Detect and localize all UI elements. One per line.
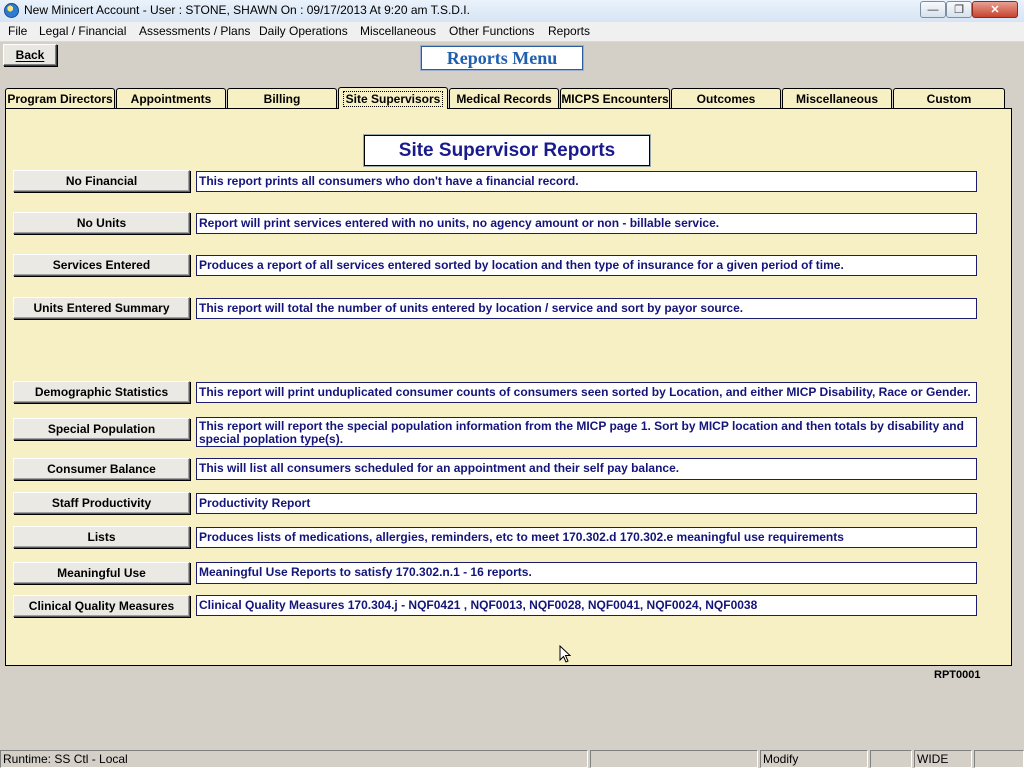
status-bar xyxy=(0,750,1024,768)
status-runtime: Runtime: SS Ctl - Local xyxy=(0,750,588,768)
close-button[interactable]: ✕ xyxy=(972,1,1018,18)
tab-custom[interactable] xyxy=(893,88,1005,109)
tab-label: Custom xyxy=(926,92,972,106)
report-description-no-units: Report will print services entered with no units, no agency amount or non - billable service. xyxy=(196,213,977,234)
tab-micps-encounters[interactable] xyxy=(560,88,670,109)
report-description-consumer-balance: This will list all consumers scheduled for an appointment and their self pay balance. xyxy=(196,458,977,480)
report-description-units-entered-summary: This report will total the number of units entered by location / service and sort by payor source. xyxy=(196,298,977,319)
tab-label: Program Directors xyxy=(7,92,113,106)
report-button-consumer-balance[interactable]: Consumer Balance xyxy=(13,458,190,480)
section-title: Site Supervisor Reports xyxy=(364,135,650,166)
title-bar xyxy=(0,0,1024,23)
report-description-clinical-quality-measures: Clinical Quality Measures 170.304.j - NQF0421 , NQF0013, NQF0028, NQF0041, NQF0024, NQF0038 xyxy=(196,595,977,616)
tab-appointments[interactable] xyxy=(116,88,226,109)
menu-bar xyxy=(0,22,1024,42)
report-button-meaningful-use[interactable]: Meaningful Use xyxy=(13,562,190,584)
report-description-no-financial: This report prints all consumers who don't have a financial record. xyxy=(196,171,977,192)
tab-program-directors[interactable] xyxy=(5,88,115,109)
tab-label: Outcomes xyxy=(696,92,756,106)
report-button-clinical-quality-measures[interactable]: Clinical Quality Measures xyxy=(13,595,190,617)
report-description-demographic-statistics: This report will print unduplicated consumer counts of consumers seen sorted by Location, and either MICP Disability, Race or Gender. xyxy=(196,382,977,403)
status-empty-1 xyxy=(590,750,758,768)
status-empty-2 xyxy=(870,750,912,768)
tab-site-supervisors[interactable] xyxy=(338,87,448,109)
report-button-no-units[interactable]: No Units xyxy=(13,212,190,234)
tab-label: Billing xyxy=(263,92,301,106)
report-description-lists: Produces lists of medications, allergies, reminders, etc to meet 170.302.d 170.302.e meaningful use requirements xyxy=(196,527,977,548)
menu-assessments-plans[interactable]: Assessments / Plans xyxy=(139,24,251,38)
report-description-meaningful-use: Meaningful Use Reports to satisfy 170.302.n.1 - 16 reports. xyxy=(196,562,977,584)
menu-file[interactable]: File xyxy=(8,24,28,38)
menu-legal-financial[interactable]: Legal / Financial xyxy=(39,24,127,38)
report-description-services-entered: Produces a report of all services entered sorted by location and then type of insurance for a given period of time. xyxy=(196,255,977,276)
report-description-special-population: This report will report the special population information from the MICP page 1. Sort by MICP location and then totals by disability and special poplation type(s). xyxy=(196,417,977,447)
mouse-cursor-icon xyxy=(559,645,571,663)
menu-other-functions[interactable]: Other Functions xyxy=(449,24,535,38)
back-button[interactable] xyxy=(3,44,57,66)
app-globe-icon xyxy=(4,3,19,18)
report-button-special-population[interactable]: Special Population xyxy=(13,418,190,440)
report-button-services-entered[interactable]: Services Entered xyxy=(13,254,190,276)
tab-miscellaneous[interactable] xyxy=(782,88,892,109)
report-button-units-entered-summary[interactable]: Units Entered Summary xyxy=(13,297,190,319)
tab-label: Miscellaneous xyxy=(795,92,879,106)
tab-label: MICPS Encounters xyxy=(561,92,669,106)
tab-label: Site Supervisors xyxy=(343,91,444,107)
report-button-lists[interactable]: Lists xyxy=(13,526,190,548)
report-description-staff-productivity: Productivity Report xyxy=(196,493,977,514)
tab-label: Medical Records xyxy=(456,92,552,106)
tab-medical-records[interactable] xyxy=(449,88,559,109)
status-mode: Modify xyxy=(760,750,868,768)
report-button-no-financial[interactable]: No Financial xyxy=(13,170,190,192)
menu-miscellaneous[interactable]: Miscellaneous xyxy=(360,24,437,38)
window-title: New Minicert Account - User : STONE, SHAWN On : 09/17/2013 At 9:20 am T.S.D.I. xyxy=(24,3,470,17)
report-button-staff-productivity[interactable]: Staff Productivity xyxy=(13,492,190,514)
back-button-label: Back xyxy=(15,48,45,62)
report-button-demographic-statistics[interactable]: Demographic Statistics xyxy=(13,381,190,403)
page-title: Reports Menu xyxy=(421,46,583,70)
tab-outcomes[interactable] xyxy=(671,88,781,109)
minimize-button[interactable]: — xyxy=(920,1,946,18)
menu-reports[interactable]: Reports xyxy=(548,24,591,38)
maximize-button[interactable]: ❐ xyxy=(946,1,972,18)
status-layout: WIDE xyxy=(914,750,972,768)
tab-label: Appointments xyxy=(130,92,212,106)
form-code: RPT0001 xyxy=(934,669,981,681)
tab-billing[interactable] xyxy=(227,88,337,109)
menu-daily-operations[interactable]: Daily Operations xyxy=(259,24,348,38)
status-empty-3 xyxy=(974,750,1024,768)
